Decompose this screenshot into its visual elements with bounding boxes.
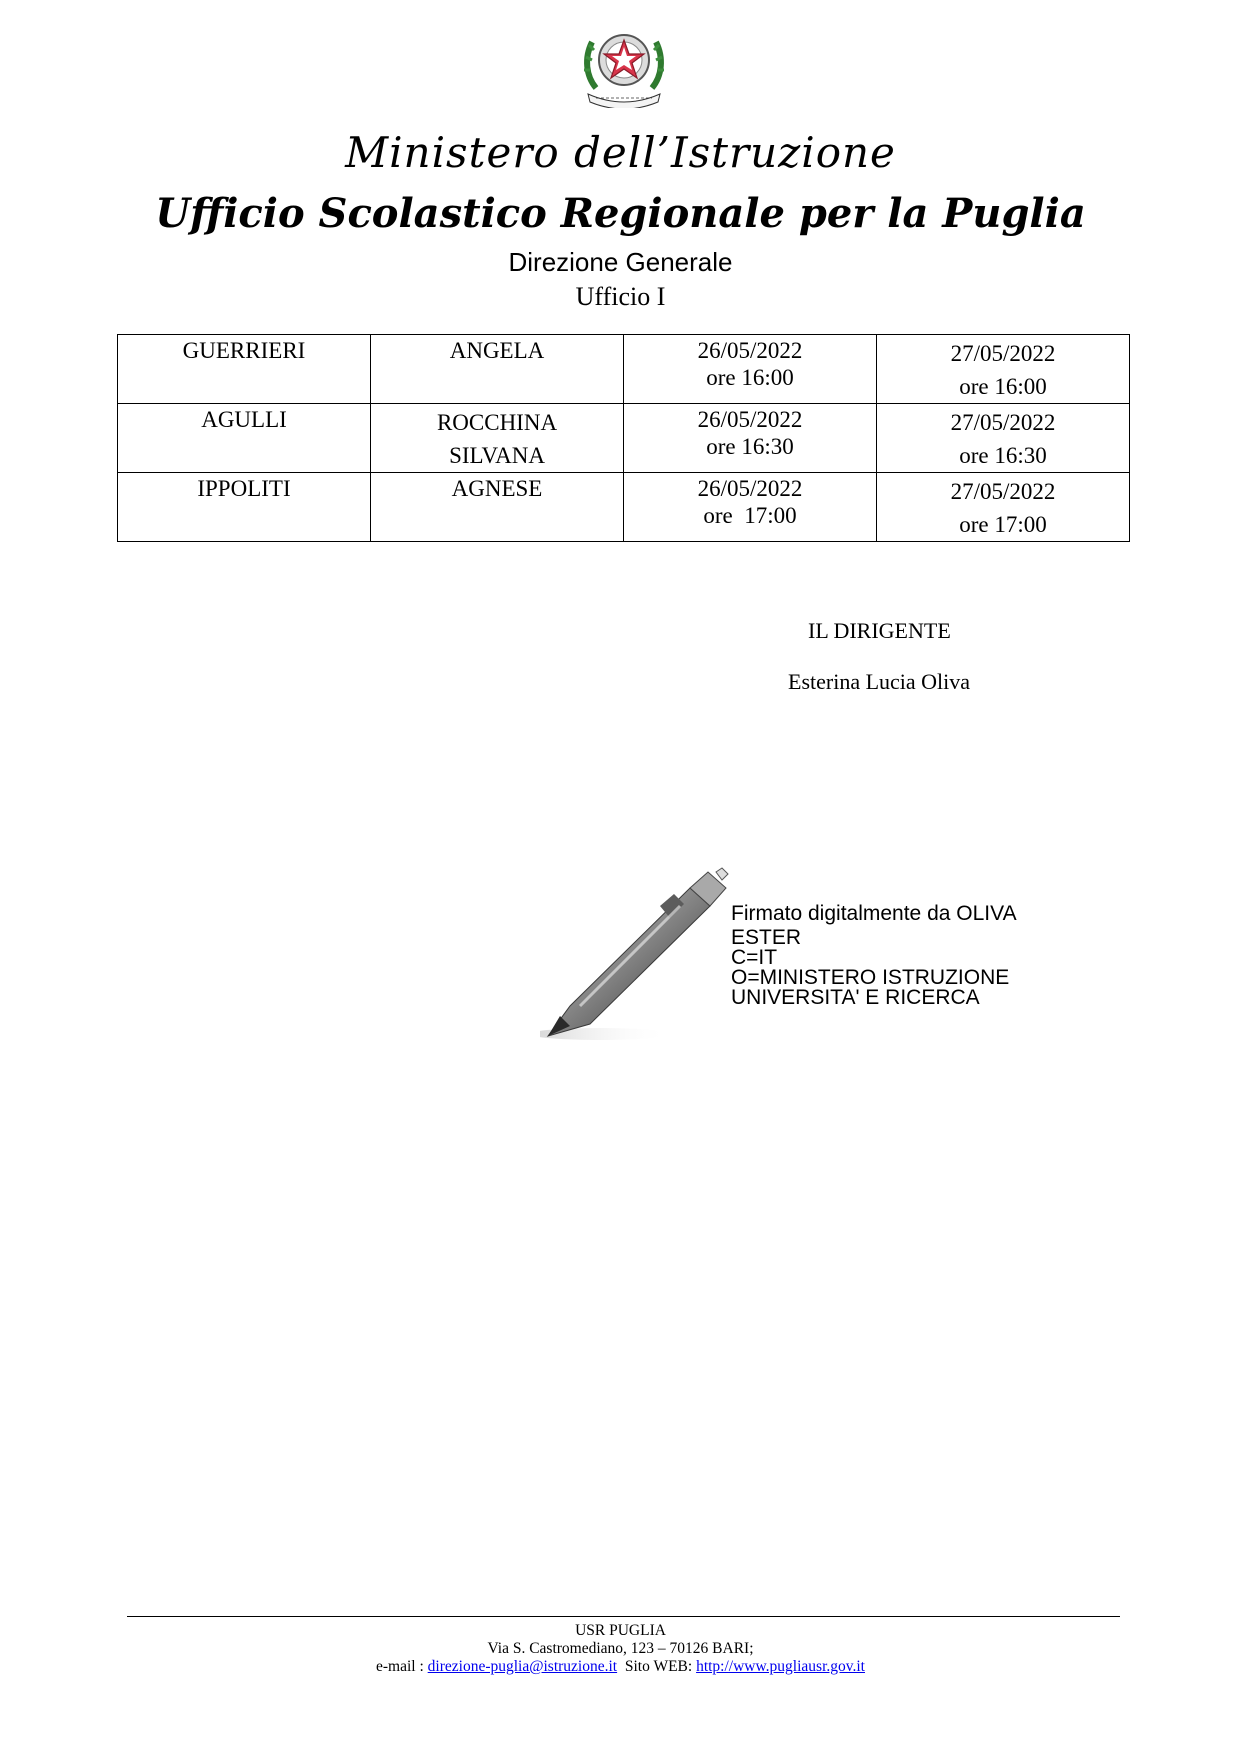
regional-office-heading: Ufficio Scolastico Regionale per la Puglia (155, 190, 1086, 237)
pen-icon (540, 866, 730, 1046)
second-date-cell (877, 404, 1130, 473)
surname: GUERRIERI (182, 338, 306, 363)
signature-line: Firmato digitalmente da OLIVA (731, 902, 1017, 925)
second-name: SILVANA (449, 443, 545, 468)
surname-cell (118, 335, 371, 404)
footer-divider (127, 1616, 1120, 1617)
second-date-cell (877, 335, 1130, 404)
first-date-cell (624, 473, 877, 542)
name-cell (371, 404, 624, 473)
unit-heading: Ufficio I (575, 282, 666, 311)
first-date: 26/05/2022 (697, 338, 803, 363)
second-time: ore 16:00 (959, 374, 1047, 399)
table-row (118, 473, 1130, 542)
second-date-cell (877, 473, 1130, 542)
first-date: 26/05/2022 (697, 476, 803, 501)
first-time: ore 16:00 (706, 365, 794, 390)
first-date-cell (624, 404, 877, 473)
table-row (118, 335, 1130, 404)
republic-emblem (582, 20, 666, 108)
second-time: ore 17:00 (959, 512, 1047, 537)
first-time: ore 16:30 (706, 434, 794, 459)
surname: AGULLI (201, 407, 287, 432)
name-cell (371, 335, 624, 404)
surname-cell (118, 404, 371, 473)
name-cell (371, 473, 624, 542)
first-time: ore 17:00 (703, 503, 797, 528)
footer (0, 1622, 1241, 1676)
email-link[interactable]: direzione-puglia@istruzione.it (427, 1658, 618, 1675)
ministry-heading: Ministero dell’Istruzione (345, 128, 896, 177)
footer-org: USR PUGLIA (575, 1622, 666, 1639)
department-heading: Direzione Generale (508, 247, 733, 277)
first-name: ANGELA (449, 338, 545, 363)
table-row (118, 404, 1130, 473)
signature-line: ESTER (731, 926, 802, 949)
signature-line: C=IT (731, 946, 778, 969)
first-date-cell (624, 335, 877, 404)
signature-line: O=MINISTERO ISTRUZIONE (731, 966, 1010, 989)
signatory-name: Esterina Lucia Oliva (788, 669, 971, 694)
footer-contacts (0, 1658, 1241, 1676)
website-link[interactable]: http://www.pugliausr.gov.it (696, 1658, 865, 1675)
surname-cell (118, 473, 371, 542)
schedule-table (117, 334, 1130, 542)
first-date: 26/05/2022 (697, 407, 803, 432)
first-name: AGNESE (451, 476, 543, 501)
first-name: ROCCHINA (436, 410, 558, 435)
signature-line: UNIVERSITA' E RICERCA (731, 986, 980, 1009)
email-label: e-mail : (376, 1658, 424, 1675)
digital-signature-block (731, 900, 1017, 1008)
second-time: ore 16:30 (959, 443, 1047, 468)
signatory-title: IL DIRIGENTE (808, 618, 951, 643)
web-label: Sito WEB: (624, 1658, 693, 1675)
second-date: 27/05/2022 (950, 479, 1056, 504)
second-date: 27/05/2022 (950, 410, 1056, 435)
second-date: 27/05/2022 (950, 341, 1056, 366)
surname: IPPOLITI (197, 476, 291, 501)
footer-address: Via S. Castromediano, 123 – 70126 BARI; (487, 1640, 754, 1657)
